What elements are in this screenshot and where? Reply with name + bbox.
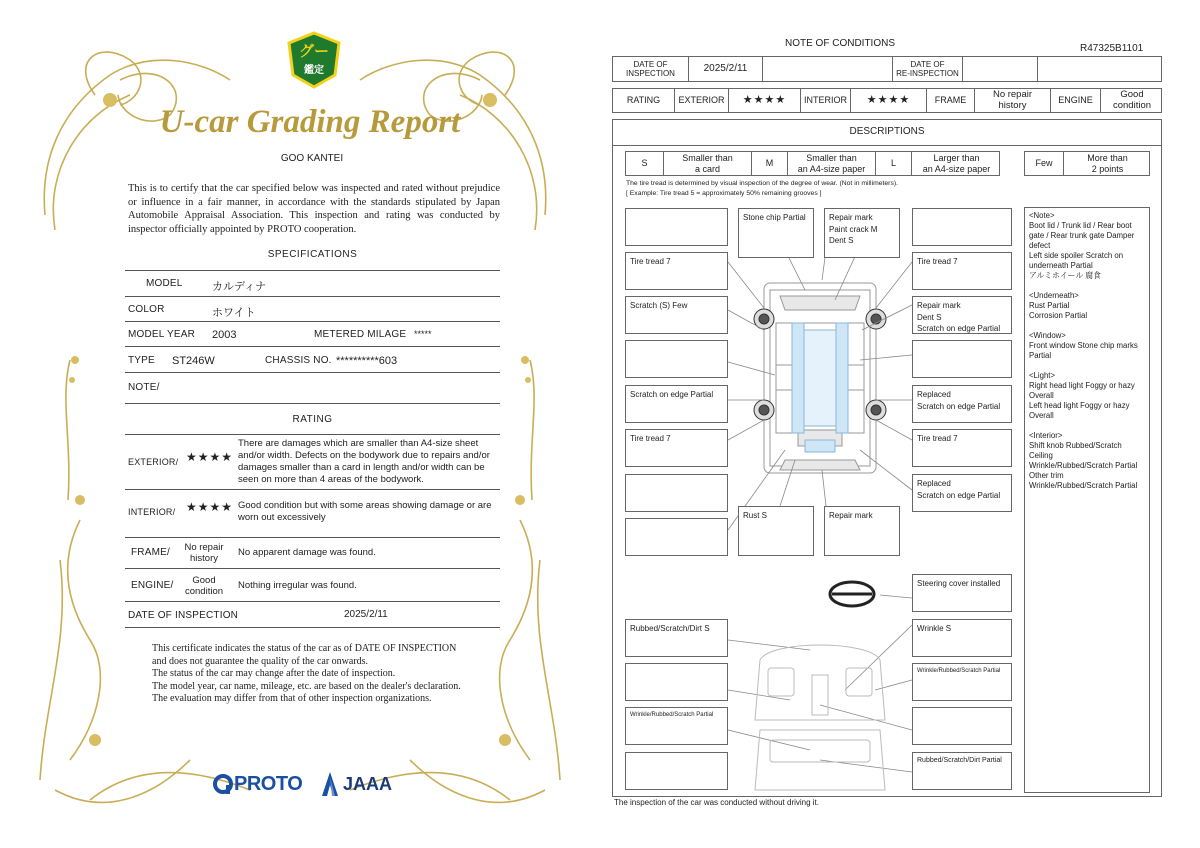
- certificate-subtitle: GOO KANTEI: [280, 153, 344, 164]
- date-value: 2025/2/11: [344, 609, 388, 620]
- engine-label-cond: ENGINE: [1051, 89, 1101, 112]
- chassis-label: CHASSIS NO.: [265, 355, 332, 366]
- rating-line-1: [125, 434, 500, 435]
- color-label: COLOR: [128, 304, 165, 315]
- rating-line-3: [125, 537, 500, 538]
- rating-label: RATING: [613, 89, 675, 112]
- disclaimer-3: The model year, car name, mileage, etc. are based on the dealer's declaration.: [152, 680, 461, 692]
- box-tire-front-left: Tire tread 7: [625, 252, 728, 290]
- disclaimer-4: The evaluation may differ from that of other inspection organizations.: [152, 693, 432, 704]
- box-repair-right: Repair mark Dent S Scratch on edge Partial: [912, 296, 1012, 334]
- certificate-title: U-car Grading Report: [159, 104, 461, 140]
- legend-s: S: [626, 152, 664, 175]
- date-inspection-label: DATE OF INSPECTION: [613, 57, 689, 81]
- box-replaced-2: Replaced Scratch on edge Partial: [912, 474, 1012, 512]
- legend-m-desc: Smaller than an A4-size paper: [788, 152, 876, 175]
- box-left-bottom: [625, 518, 728, 556]
- engine-value-cond: Good condition: [1112, 88, 1152, 111]
- jaaa-mark-icon: [320, 771, 340, 797]
- interior-label-cond: INTERIOR: [801, 89, 851, 112]
- box-right-mid: [912, 340, 1012, 378]
- frame-desc: No apparent damage was found.: [238, 547, 376, 558]
- badge-top-text: グー: [298, 43, 329, 60]
- box-wrinkle-s: Wrinkle S: [912, 619, 1012, 657]
- proto-logo: [212, 770, 302, 798]
- date-label: DATE OF INSPECTION: [128, 610, 239, 621]
- exterior-desc: There are damages which are smaller than A4-size sheet and/or width. Defects on the bodywork due to repairs and/or damages smaller than a card in length and/or width can be seen on more than 4 areas of the bodywork.: [238, 438, 490, 485]
- mileage-label: METERED MILAGE: [314, 329, 407, 340]
- spec-line-6: [125, 403, 500, 404]
- chassis-value: **********603: [336, 355, 398, 367]
- exterior-stars: ★★★★: [186, 450, 234, 464]
- box-steering: Steering cover installed: [912, 574, 1012, 612]
- type-label: TYPE: [128, 355, 155, 366]
- model-year-value: 2003: [212, 329, 237, 341]
- box-tire-front-right: Tire tread 7: [912, 252, 1012, 290]
- model-label: MODEL: [146, 278, 183, 289]
- box-left-low: [625, 474, 728, 512]
- legend-s-desc: Smaller than a card: [664, 152, 752, 175]
- proto-mark-icon: [212, 773, 234, 795]
- proto-logo-text: PROTO: [234, 772, 303, 795]
- box-wrinkle-right: Wrinkle/Rubbed/Scratch Partial: [912, 663, 1012, 701]
- box-int-left-2: [625, 663, 728, 701]
- jaaa-logo: [320, 770, 392, 798]
- interior-stars: ★★★★: [186, 500, 234, 514]
- box-replaced-1: Replaced Scratch on edge Partial: [912, 385, 1012, 423]
- report-id: R47325B1101: [1080, 43, 1144, 54]
- note-label: NOTE/: [128, 382, 160, 393]
- rating-line-5: [125, 601, 500, 602]
- spec-line-5: [125, 372, 500, 373]
- color-value: ホワイト: [212, 307, 256, 319]
- box-wrinkle-left: Wrinkle/Rubbed/Scratch Partial: [625, 707, 728, 745]
- box-int-left-4: [625, 752, 728, 790]
- conditions-title: NOTE OF CONDITIONS: [785, 38, 895, 49]
- disclaimer-1: This certificate indicates the status of the car as of DATE OF INSPECTION and does not guarantee the quality of the car onwards.: [152, 643, 457, 667]
- disclaimer: [152, 643, 472, 706]
- box-rust: Rust S: [738, 506, 814, 556]
- spec-line-1: [125, 270, 500, 271]
- certificate-intro: This is to certify that the car specified below was inspected and rated without prejudice or influence in a fair manner, in accordance with the standards stipulated by Japan Automobile Appraisal Association. This inspection and rating was conducted by inspector officially appointed by PROTO cooperation.: [128, 183, 500, 235]
- date-reinspection-label: DATE OF RE-INSPECTION: [893, 57, 963, 81]
- disclaimer-2: The status of the car may change after the date of inspection.: [152, 668, 396, 679]
- note-panel: <Note> Boot lid / Trunk lid / Rear boot gate / Rear trunk gate Damper defect Left side spoiler Scratch on underneath Partial アルミホイール 腐食 <Underneath> Rust Partial Corrosion Partial <Window> Front window Stone chip marks Partial <Light> Right head light Foggy or hazy Overall Left head light Foggy or hazy Overall <Interior> Shift knob Rubbed/Scratch Ceiling Wrinkle/Rubbed/Scratch Partial Other trim Wrinkle/Rubbed/Scratch Partial: [1024, 207, 1150, 793]
- steering-wheel-icon: [830, 582, 874, 606]
- frame-value: No repair history: [184, 542, 224, 564]
- exterior-stars-cond: ★★★★: [729, 89, 801, 112]
- tire-note-2: [ Example: Tire tread 5 = approximately 50% remaining grooves ]: [626, 190, 822, 197]
- spec-line-3: [125, 321, 500, 322]
- box-top-repair-mark: Repair mark Paint crack M Dent S: [824, 208, 900, 258]
- legend-l: L: [876, 152, 912, 175]
- type-value: ST246W: [172, 355, 215, 367]
- interior-label: INTERIOR/: [128, 507, 176, 517]
- mileage-value: *****: [414, 329, 432, 339]
- frame-value-cond: No repair history: [975, 89, 1051, 112]
- engine-value: Good condition: [184, 575, 224, 597]
- frame-label-cond: FRAME: [927, 89, 975, 112]
- descriptions-heading: DESCRIPTIONS: [849, 126, 925, 137]
- spec-line-4: [125, 346, 500, 347]
- box-tire-rear-left: Tire tread 7: [625, 429, 728, 467]
- box-rubbed-2: Rubbed/Scratch/Dirt Partial: [912, 752, 1012, 790]
- rating-line-6: [125, 627, 500, 628]
- conditions-footer: The inspection of the car was conducted without driving it.: [614, 798, 819, 807]
- date-inspection-value: 2025/2/11: [689, 57, 763, 81]
- spec-line-2: [125, 296, 500, 297]
- box-rubbed-1: Rubbed/Scratch/Dirt S: [625, 619, 728, 657]
- legend-few: Few: [1025, 152, 1064, 175]
- frame-label: FRAME/: [131, 547, 170, 558]
- interior-stars-cond: ★★★★: [851, 89, 927, 112]
- box-left-mid: [625, 340, 728, 378]
- legend-l-desc: Larger than an A4-size paper: [922, 153, 991, 174]
- interior-desc: Good condition but with some areas showing damage or are worn out excessively: [238, 500, 492, 523]
- goo-kantei-badge: [287, 31, 341, 89]
- specifications-heading: SPECIFICATIONS: [267, 249, 358, 260]
- badge-bottom-text: 鑑定: [304, 65, 324, 76]
- engine-desc: Nothing irregular was found.: [238, 580, 357, 591]
- exterior-label: EXTERIOR/: [128, 457, 179, 467]
- legend-m: M: [752, 152, 788, 175]
- exterior-label-cond: EXTERIOR: [675, 89, 729, 112]
- box-scratch-edge: Scratch on edge Partial: [625, 385, 728, 423]
- box-top-left: [625, 208, 728, 246]
- rating-heading: RATING: [292, 414, 333, 425]
- model-year-label: MODEL YEAR: [128, 329, 196, 340]
- box-repair-bottom: Repair mark: [824, 506, 900, 556]
- tire-note-1: The tire tread is determined by visual inspection of the degree of wear. (Not in millimeters).: [626, 180, 898, 187]
- box-tire-rear-right: Tire tread 7: [912, 429, 1012, 467]
- jaaa-logo-text: JAAA: [343, 773, 393, 794]
- box-int-right-3: [912, 707, 1012, 745]
- rating-line-2: [125, 489, 500, 490]
- legend-few-desc: More than 2 points: [1087, 153, 1128, 174]
- box-top-right: [912, 208, 1012, 246]
- box-scratch-few: Scratch (S) Few: [625, 296, 728, 334]
- model-value: カルディナ: [212, 281, 267, 293]
- conditions-panel: [600, 0, 1200, 848]
- engine-label: ENGINE/: [131, 580, 174, 591]
- rating-line-4: [125, 568, 500, 569]
- box-top-stone-chip: Stone chip Partial: [738, 208, 814, 258]
